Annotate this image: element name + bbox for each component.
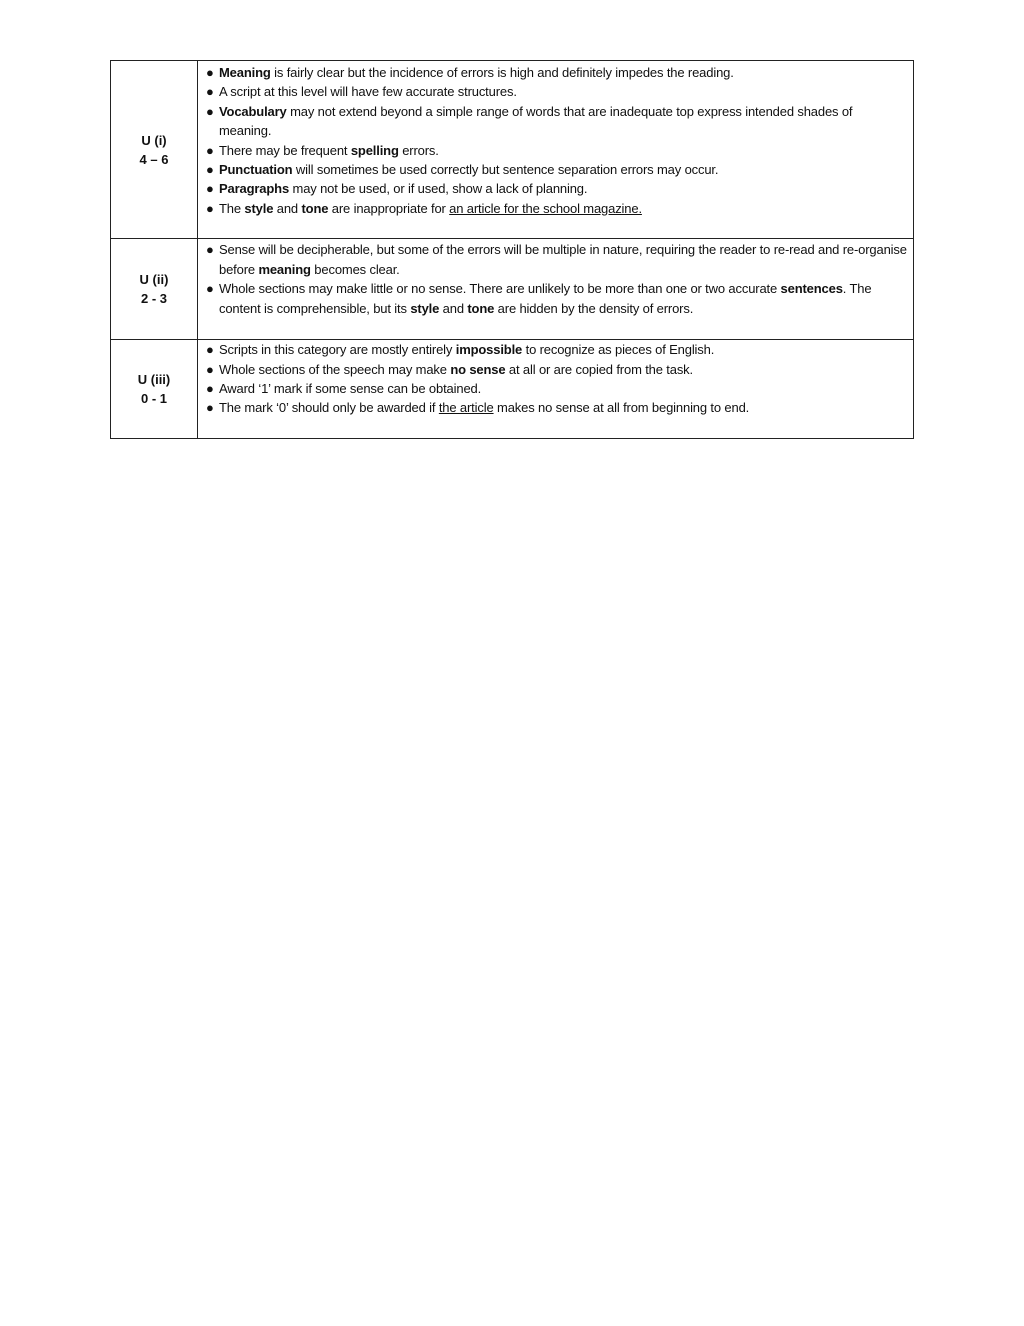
descriptor-text: at all or are copied from the task. <box>505 361 693 377</box>
bullet-icon: ● <box>206 200 214 216</box>
band-row-u-iii <box>111 340 914 439</box>
descriptor-text: to recognize as pieces of English. <box>522 342 715 358</box>
descriptor-list <box>198 240 913 338</box>
marking-rubric-table <box>110 60 914 439</box>
bullet-icon: ● <box>206 281 214 297</box>
descriptor-text: . The content is comprehensible, but its <box>219 281 872 316</box>
descriptor-cell <box>198 239 914 340</box>
keyword-bold: tone <box>467 300 495 316</box>
band-cell <box>111 61 198 239</box>
bullet-icon: ● <box>206 103 214 119</box>
descriptor-text: Sense will be decipherable, but some of the errors will be multiple in nature, requiring the reader to re-read and re-organise before <box>219 242 907 277</box>
band-cell <box>111 239 198 340</box>
bullet-icon: ● <box>206 342 214 358</box>
band-row-u-ii <box>111 239 914 340</box>
keyword-bold: spelling <box>350 142 399 158</box>
keyword-bold: style <box>410 300 440 316</box>
descriptor-text: The <box>219 200 245 216</box>
descriptor-item <box>198 379 907 398</box>
keyword-bold: Paragraphs <box>219 181 290 197</box>
descriptor-item <box>198 63 907 82</box>
descriptor-text: Scripts in this category are mostly entirely <box>219 342 456 358</box>
band-label: U (iii) <box>137 372 171 388</box>
bullet-icon: ● <box>206 181 214 197</box>
descriptor-text: is fairly clear but the incidence of errors is high and definitely impedes the reading. <box>270 65 734 80</box>
keyword-bold: meaning <box>258 261 311 277</box>
descriptor-cell <box>198 61 914 239</box>
band-marks: 4 – 6 <box>139 151 169 167</box>
descriptor-item <box>198 160 907 179</box>
bullet-icon: ● <box>206 381 214 397</box>
descriptor-text: Award ‘1’ mark if some sense can be obtained. <box>219 381 482 397</box>
descriptor-text: A script at this level will have few accurate structures. <box>219 84 517 100</box>
descriptor-text: are inappropriate for <box>328 200 450 216</box>
descriptor-text: Whole sections of the speech may make <box>219 361 451 377</box>
keyword-bold: impossible <box>455 342 523 358</box>
underlined-text: an article for the school magazine. <box>449 200 642 216</box>
descriptor-text: are hidden by the density of errors. <box>494 300 694 316</box>
descriptor-text: errors. <box>398 142 439 158</box>
band-row-u-i <box>111 61 914 239</box>
bullet-icon: ● <box>206 162 214 178</box>
descriptor-item <box>198 340 907 359</box>
descriptor-cell <box>198 340 914 439</box>
keyword-bold: tone <box>301 200 329 216</box>
bullet-icon: ● <box>206 84 214 100</box>
bullet-icon: ● <box>206 65 214 80</box>
underlined-text: the article <box>438 400 494 416</box>
descriptor-text: The mark ‘0’ should only be awarded if <box>219 400 439 416</box>
descriptor-item <box>198 240 907 279</box>
bullet-icon: ● <box>206 361 214 377</box>
descriptor-item <box>198 102 907 141</box>
descriptor-item <box>198 360 907 379</box>
band-label: U (ii) <box>139 272 169 288</box>
descriptor-text: will sometimes be used correctly but sentence separation errors may occur. <box>292 162 719 178</box>
keyword-bold: no sense <box>450 361 506 377</box>
descriptor-list <box>198 340 913 438</box>
descriptor-text: may not extend beyond a simple range of words that are inadequate top express intended shades of meaning. <box>219 103 853 139</box>
descriptor-text: may not be used, or if used, show a lack of planning. <box>289 181 588 197</box>
bullet-icon: ● <box>206 242 214 258</box>
band-marks: 2 - 3 <box>140 291 167 307</box>
keyword-bold: Meaning <box>219 65 271 80</box>
descriptor-item <box>198 279 907 318</box>
bullet-icon: ● <box>206 400 214 416</box>
descriptor-text: and <box>439 300 468 316</box>
bullet-icon: ● <box>206 142 214 158</box>
keyword-bold: Vocabulary <box>219 103 287 119</box>
descriptor-list <box>198 61 913 238</box>
keyword-bold: style <box>244 200 274 216</box>
descriptor-text: and <box>273 200 302 216</box>
descriptor-item <box>198 398 907 417</box>
descriptor-item <box>198 199 907 218</box>
band-cell <box>111 340 198 439</box>
descriptor-item <box>198 179 907 198</box>
band-marks: 0 - 1 <box>140 391 167 407</box>
descriptor-text: Whole sections may make little or no sense. There are unlikely to be more than one or two accurate <box>219 281 781 297</box>
descriptor-item <box>198 82 907 101</box>
descriptor-text: There may be frequent <box>219 142 351 158</box>
descriptor-text: makes no sense at all from beginning to end. <box>493 400 750 416</box>
keyword-bold: sentences <box>780 281 843 297</box>
keyword-bold: Punctuation <box>219 162 293 178</box>
descriptor-item <box>198 141 907 160</box>
band-label: U (i) <box>141 132 167 148</box>
descriptor-text: becomes clear. <box>310 261 400 277</box>
